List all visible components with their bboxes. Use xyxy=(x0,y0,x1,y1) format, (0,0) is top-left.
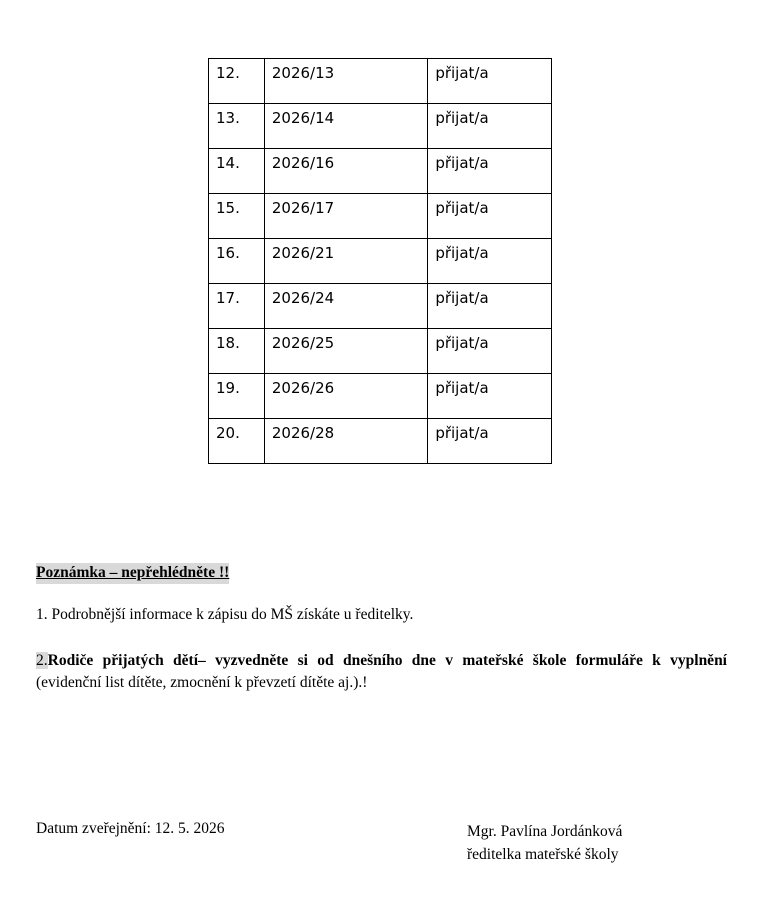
row-number-cell: 15. xyxy=(209,194,265,239)
note-item-2-bold-text: Rodiče přijatých dětí– vyzvedněte si od dnešního dne v mateřské škole formuláře k vyplnění xyxy=(47,652,727,669)
row-number-cell: 14. xyxy=(209,149,265,194)
row-number-cell: 20. xyxy=(209,419,265,464)
table-row xyxy=(209,194,552,239)
registration-code-cell: 2026/26 xyxy=(264,374,427,419)
row-number-cell: 13. xyxy=(209,104,265,149)
registration-code-cell: 2026/13 xyxy=(264,59,427,104)
row-number-cell: 16. xyxy=(209,239,265,284)
table-row xyxy=(209,419,552,464)
registration-code-cell: 2026/28 xyxy=(264,419,427,464)
row-number-cell: 17. xyxy=(209,284,265,329)
table-row xyxy=(209,149,552,194)
row-number-cell: 18. xyxy=(209,329,265,374)
registration-code-cell: 2026/21 xyxy=(264,239,427,284)
status-cell: přijat/a xyxy=(428,59,552,104)
signature-block xyxy=(467,820,622,866)
registration-code-cell: 2026/17 xyxy=(264,194,427,239)
registration-code-cell: 2026/16 xyxy=(264,149,427,194)
note-heading: Poznámka – nepřehlédněte !! xyxy=(36,563,229,584)
publication-date: Datum zveřejnění: 12. 5. 2026 xyxy=(36,820,225,837)
results-table xyxy=(208,58,552,464)
table-row xyxy=(209,59,552,104)
status-cell: přijat/a xyxy=(428,239,552,284)
status-cell: přijat/a xyxy=(428,284,552,329)
table-row xyxy=(209,104,552,149)
note-item-2-number: 2. xyxy=(36,652,48,669)
note-item-2 xyxy=(36,650,727,694)
note-item-1: 1. Podrobnější informace k zápisu do MŠ získáte u ředitelky. xyxy=(36,606,414,623)
table-row xyxy=(209,284,552,329)
registration-code-cell: 2026/14 xyxy=(264,104,427,149)
registration-code-cell: 2026/25 xyxy=(264,329,427,374)
signer-role: ředitelka mateřské školy xyxy=(467,846,619,863)
status-cell: přijat/a xyxy=(428,329,552,374)
status-cell: přijat/a xyxy=(428,104,552,149)
status-cell: přijat/a xyxy=(428,419,552,464)
table-row xyxy=(209,329,552,374)
status-cell: přijat/a xyxy=(428,194,552,239)
row-number-cell: 19. xyxy=(209,374,265,419)
row-number-cell: 12. xyxy=(209,59,265,104)
registration-code-cell: 2026/24 xyxy=(264,284,427,329)
results-table-body xyxy=(209,59,552,464)
status-cell: přijat/a xyxy=(428,374,552,419)
table-row xyxy=(209,374,552,419)
table-row xyxy=(209,239,552,284)
status-cell: přijat/a xyxy=(428,149,552,194)
note-item-2-rest-text: (evidenční list dítěte, zmocnění k převzetí dítěte aj.).! xyxy=(36,674,368,691)
signer-name: Mgr. Pavlína Jordánková xyxy=(467,823,623,840)
